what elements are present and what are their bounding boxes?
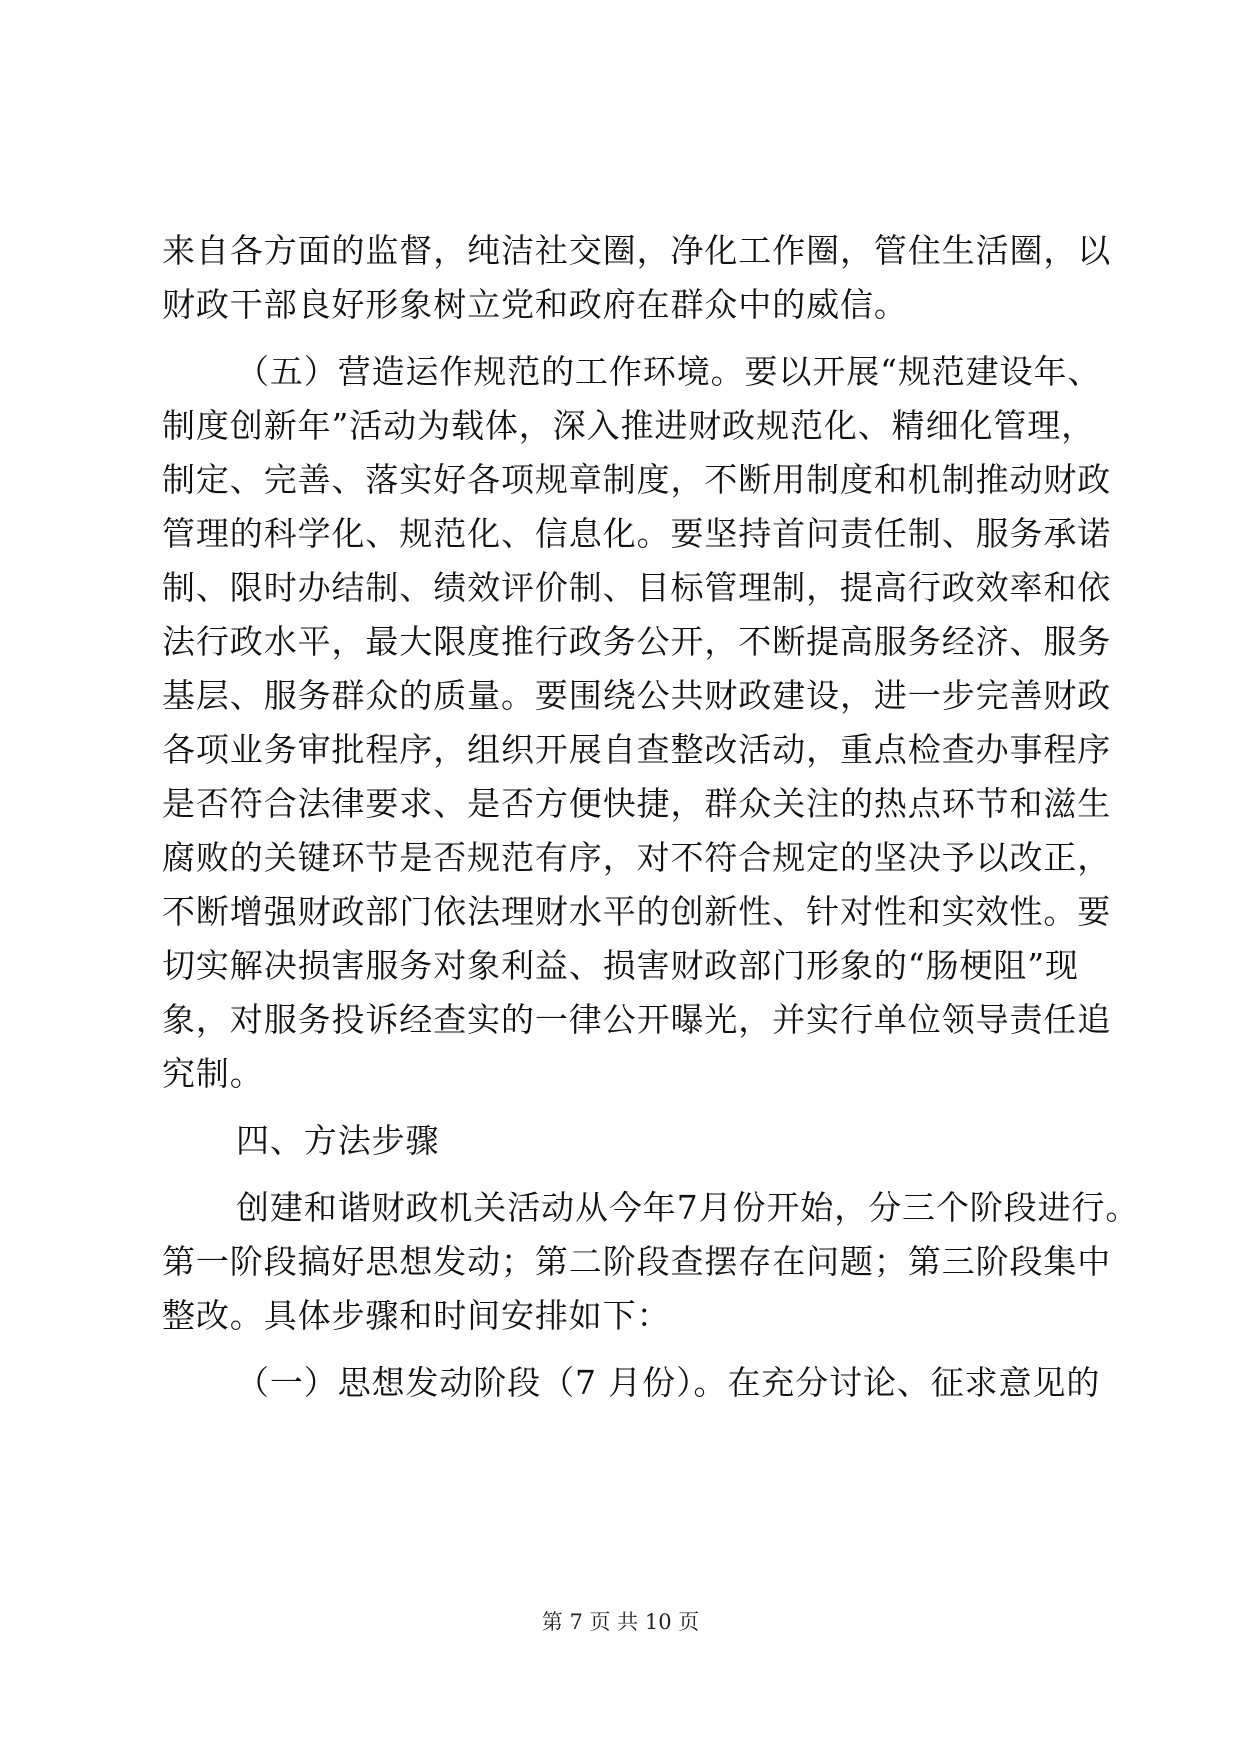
text-line: （一）思想发动阶段（7 月份）。在充分讨论、征求意见的	[236, 1363, 1101, 1402]
page-footer: 第 7 页 共 10 页	[541, 1610, 700, 1634]
text-line: 不断增强财政部门依法理财水平的创新性、针对性和实效性。要	[162, 892, 1112, 931]
text-line: 财政干部良好形象树立党和政府在群众中的威信。	[162, 285, 908, 324]
text-line: 各项业务审批程序，组织开展自查整改活动，重点检查办事程序	[162, 730, 1112, 769]
text-line: 制、限时办结制、绩效评价制、目标管理制，提高行政效率和依	[162, 568, 1112, 607]
text-line: 象，对服务投诉经查实的一律公开曝光，并实行单位领导责任追	[162, 1000, 1112, 1039]
text-line: 管理的科学化、规范化、信息化。要坚持首问责任制、服务承诺	[162, 514, 1112, 553]
text-line: 制定、完善、落实好各项规章制度，不断用制度和机制推动财政	[162, 460, 1112, 499]
text-line: 创建和谐财政机关活动从今年7月份开始，分三个阶段进行。	[236, 1188, 1140, 1227]
text-line: 来自各方面的监督，纯洁社交圈，净化工作圈，管住生活圈，以	[162, 231, 1112, 270]
section-heading: 四、方法步骤	[236, 1121, 440, 1160]
text-line: 整改。具体步骤和时间安排如下：	[162, 1296, 671, 1335]
text-line: 第一阶段搞好思想发动；第二阶段查摆存在问题；第三阶段集中	[162, 1242, 1112, 1281]
text-line: 切实解决损害服务对象利益、损害财政部门形象的“肠梗阻”现	[162, 946, 1079, 985]
text-line: 腐败的关键环节是否规范有序，对不符合规定的坚决予以改正，	[162, 838, 1112, 877]
text-line: 是否符合法律要求、是否方便快捷，群众关注的热点环节和滋生	[162, 784, 1112, 823]
text-line: 究制。	[162, 1054, 264, 1093]
text-line: （五）营造运作规范的工作环境。要以开展“规范建设年、	[236, 352, 1102, 391]
text-line: 制度创新年”活动为载体，深入推进财政规范化、精细化管理，	[162, 406, 1096, 445]
text-line: 基层、服务群众的质量。要围绕公共财政建设，进一步完善财政	[162, 676, 1112, 715]
text-line: 法行政水平，最大限度推行政务公开，不断提高服务经济、服务	[162, 622, 1112, 661]
